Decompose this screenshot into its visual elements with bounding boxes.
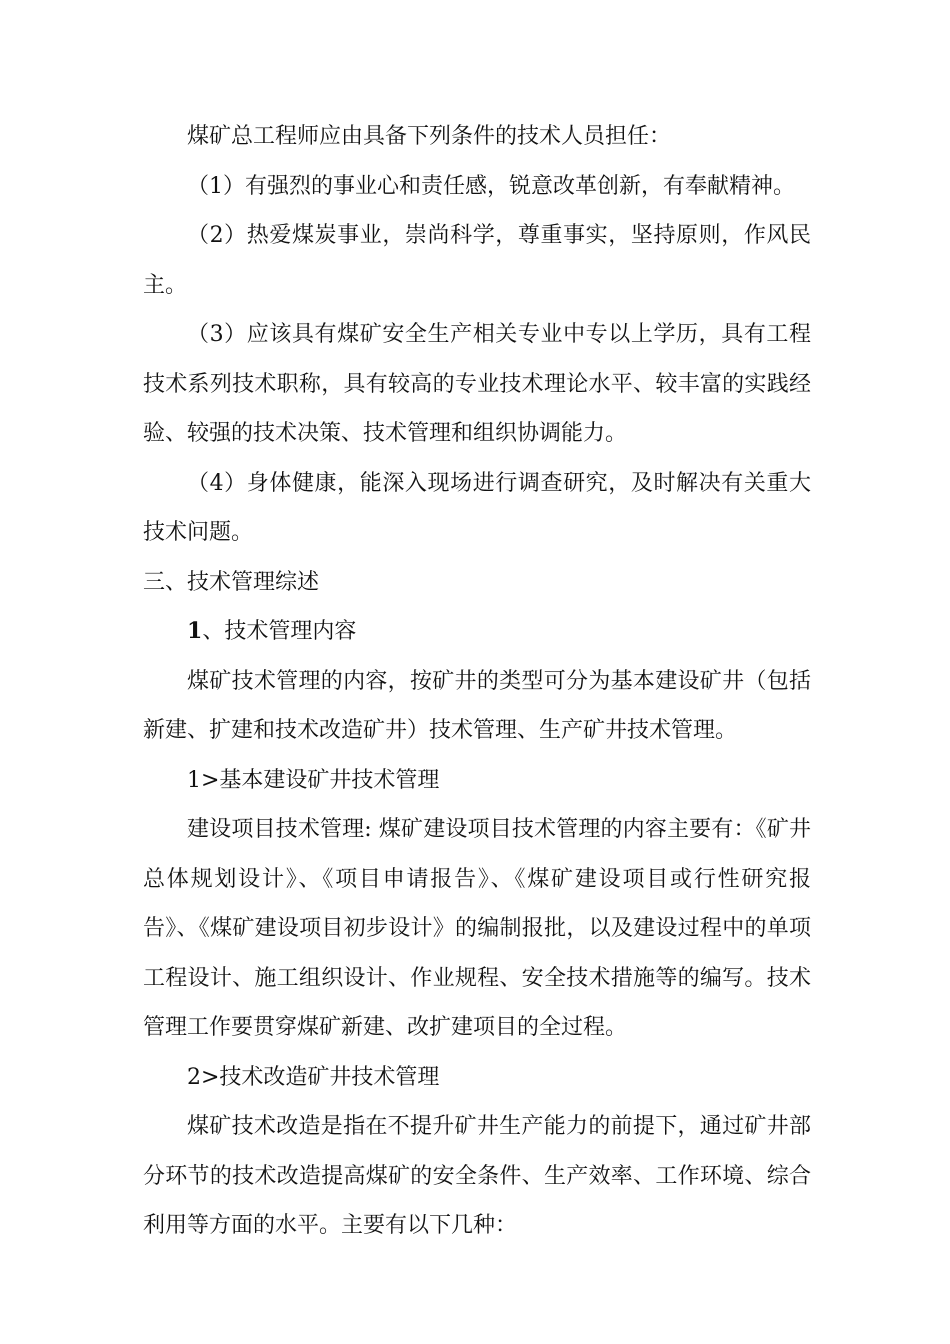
paragraph-requirement-2: （2）热爱煤炭事业，崇尚科学，尊重事实，坚持原则，作风民主。	[143, 223, 811, 298]
paragraph-management-content: 煤矿技术管理的内容，按矿井的类型可分为基本建设矿井（包括新建、扩建和技术改造矿井）技术管理、生产矿井技术管理。	[143, 668, 811, 743]
paragraph-construction-project: 建设项目技术管理: 煤矿建设项目技术管理的内容主要有：《矿井总体规划设计》、《项目申请报告》、《煤矿建设项目或行性研究报告》、《煤矿建设项目初步设计》的编制报批，以及建设过程中的单项工程设计、施工组织设计、作业规程、安全技术措施等的编写。技术管理工作要贯穿煤矿新建、改扩建项目的全过程。	[143, 817, 811, 1040]
paragraph-requirement-4: （4）身体健康，能深入现场进行调查研究，及时解决有关重大技术问题。	[143, 470, 811, 545]
document-body	[143, 112, 811, 1251]
subheading-renovation-mine: 2>技术改造矿井技术管理	[187, 1064, 440, 1090]
paragraph-renovation: 煤矿技术改造是指在不提升矿井生产能力的前提下，通过矿井部分环节的技术改造提高煤矿的安全条件、生产效率、工作环境、综合利用等方面的水平。主要有以下几种：	[143, 1114, 811, 1238]
paragraph-requirements-intro: 煤矿总工程师应由具备下列条件的技术人员担任：	[187, 124, 672, 149]
subsection-heading-content	[143, 607, 811, 657]
paragraph-requirement-1: （1）有强烈的事业心和责任感，锐意改革创新，有奉献精神。	[187, 173, 795, 199]
subsection-title: 、技术管理内容	[202, 619, 357, 644]
section-heading-tech-management: 三、技术管理综述	[143, 569, 320, 595]
subsection-number: 1	[187, 618, 203, 644]
subheading-construction-mine: 1>基本建设矿井技术管理	[187, 767, 440, 793]
paragraph-requirement-3: （3）应该具有煤矿安全生产相关专业中专以上学历，具有工程技术系列技术职称，具有较高的专业技术理论水平、较丰富的实践经验、较强的技术决策、技术管理和组织协调能力。	[143, 322, 811, 446]
